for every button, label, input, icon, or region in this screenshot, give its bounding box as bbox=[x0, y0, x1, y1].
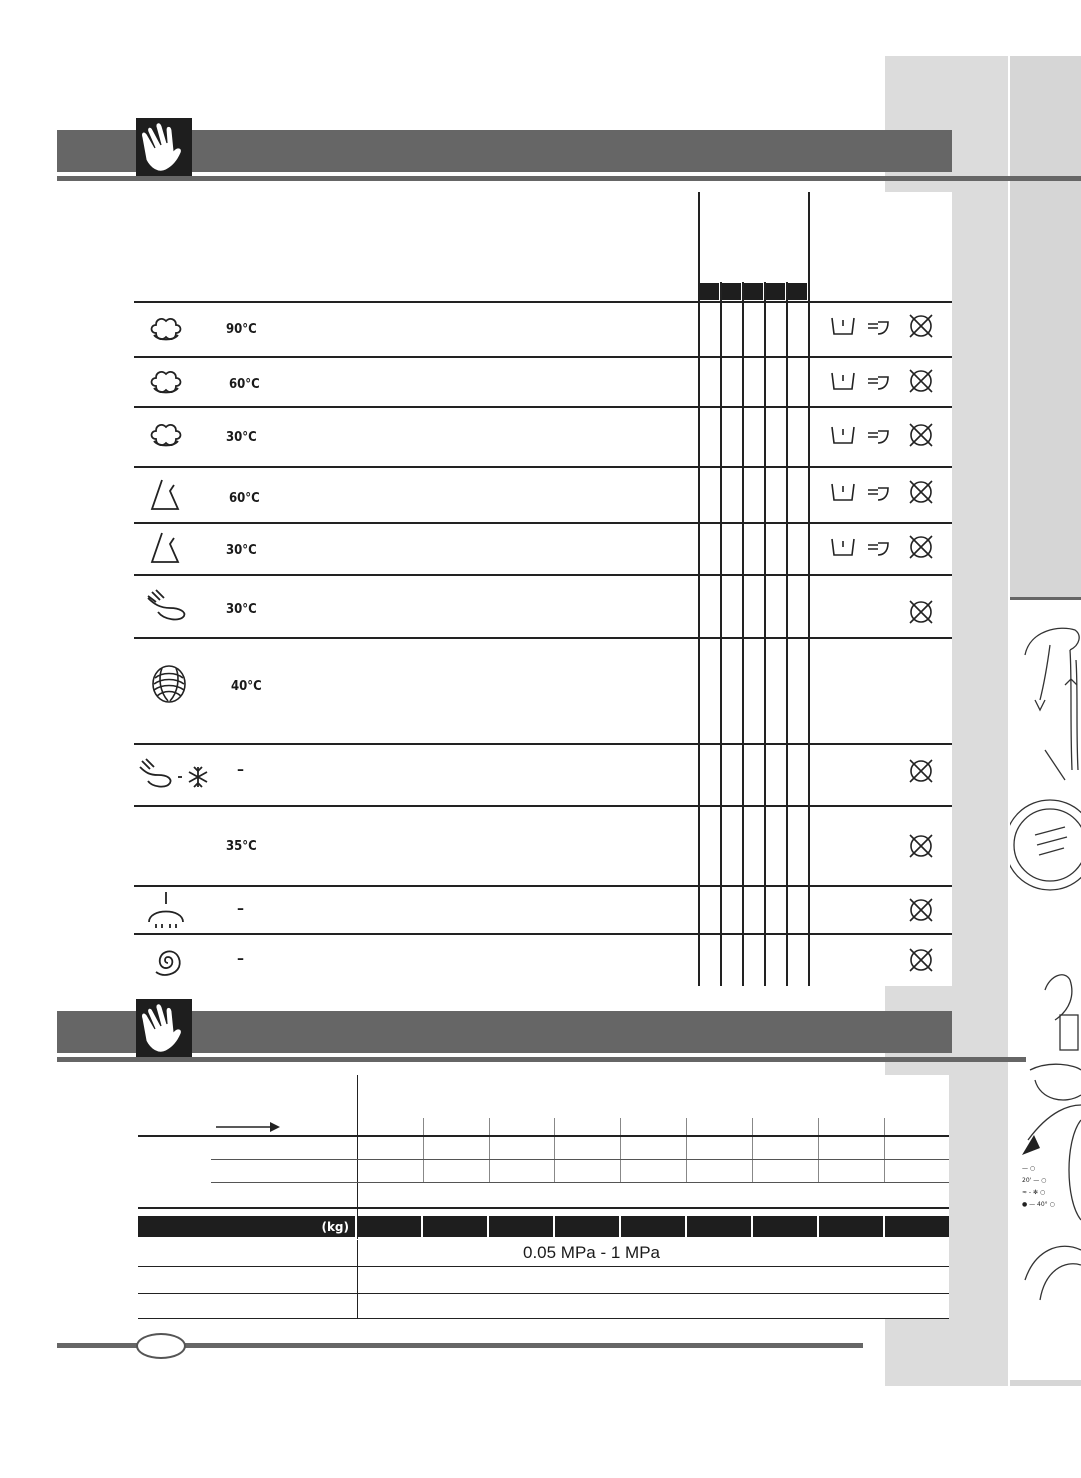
spin-icon bbox=[146, 941, 188, 981]
grid-col-5 bbox=[786, 282, 788, 986]
spec-row-line bbox=[138, 1293, 949, 1294]
spec-col-line bbox=[884, 1118, 885, 1182]
kg-cell bbox=[357, 1216, 423, 1237]
no-prewash-icon bbox=[908, 832, 934, 860]
spec-col-line bbox=[423, 1118, 424, 1182]
synthetics-icon bbox=[148, 477, 182, 513]
kg-label: (kg) bbox=[321, 1220, 349, 1234]
svg-text:— ○: — ○ bbox=[1022, 1165, 1036, 1172]
grid-col-3 bbox=[742, 282, 744, 986]
kg-cell bbox=[555, 1216, 621, 1237]
spec-col-line bbox=[489, 1118, 490, 1182]
spec-row-line bbox=[138, 1266, 949, 1267]
cotton-icon bbox=[148, 368, 184, 398]
grid-col-4 bbox=[764, 282, 766, 986]
page-number-oval bbox=[136, 1333, 186, 1359]
header-cell-3 bbox=[744, 283, 763, 300]
spec-col-line bbox=[686, 1118, 687, 1182]
header-cell-2 bbox=[722, 283, 741, 300]
synthetics-icon bbox=[148, 530, 182, 566]
spec-row-line bbox=[138, 1318, 949, 1319]
spec-row-line bbox=[138, 1135, 949, 1137]
section-header-underline bbox=[57, 1057, 1026, 1062]
wool-icon bbox=[150, 664, 188, 704]
arrow-right-icon bbox=[216, 1120, 282, 1134]
handwash-icon bbox=[144, 588, 188, 624]
row-divider bbox=[134, 885, 952, 887]
kg-row bbox=[138, 1216, 949, 1237]
no-prewash-icon bbox=[908, 598, 934, 626]
machine-illustration bbox=[1010, 600, 1081, 1380]
no-prewash-icon bbox=[908, 946, 934, 974]
illustration-column bbox=[1010, 600, 1081, 1380]
temperature-label: 30°C bbox=[226, 543, 257, 558]
kg-cell bbox=[687, 1216, 753, 1237]
spec-row-line bbox=[138, 1239, 949, 1240]
temperature-label: 60°C bbox=[229, 377, 260, 392]
header-cell-1 bbox=[700, 283, 719, 300]
temperature-label: 35°C bbox=[226, 839, 257, 854]
temperature-label: 30°C bbox=[226, 602, 257, 617]
row-divider bbox=[134, 743, 952, 745]
no-prewash-icon bbox=[908, 896, 934, 924]
kg-cell bbox=[819, 1216, 885, 1237]
specs-right-panel bbox=[885, 1075, 949, 1319]
row-divider bbox=[134, 574, 952, 576]
grid-col-2 bbox=[720, 282, 722, 986]
section-header-underline bbox=[57, 176, 1081, 181]
temperature-label: – bbox=[237, 762, 244, 778]
kg-cell bbox=[489, 1216, 555, 1237]
spec-divider-vertical bbox=[357, 1075, 358, 1319]
temperature-label: 60°C bbox=[229, 491, 260, 506]
kg-cell bbox=[621, 1216, 687, 1237]
row-divider bbox=[134, 933, 952, 935]
no-prewash-icon bbox=[908, 757, 934, 785]
spec-col-line bbox=[620, 1118, 621, 1182]
header-cell-5 bbox=[788, 283, 807, 300]
spec-col-line bbox=[752, 1118, 753, 1182]
kg-cell bbox=[885, 1216, 949, 1237]
row-divider bbox=[134, 637, 952, 639]
cotton-icon bbox=[148, 421, 184, 451]
kg-cell bbox=[753, 1216, 819, 1237]
spec-col-line bbox=[818, 1118, 819, 1182]
temperature-label: 40°C bbox=[231, 679, 262, 694]
kg-row-label-cell bbox=[138, 1216, 357, 1237]
grid-col-1 bbox=[698, 192, 700, 986]
hand-icon bbox=[136, 118, 192, 176]
svg-text:● — 40° ○: ● — 40° ○ bbox=[1022, 1201, 1055, 1208]
rinse-icon bbox=[145, 890, 187, 930]
svg-text:20' — ○: 20' — ○ bbox=[1022, 1177, 1047, 1184]
kg-cell bbox=[423, 1216, 489, 1237]
water-pressure-value: 0.05 MPa - 1 MPa bbox=[523, 1243, 661, 1262]
hand-icon bbox=[136, 999, 192, 1057]
svg-text:≈ - ✻ ○: ≈ - ✻ ○ bbox=[1022, 1189, 1046, 1196]
temperature-label: – bbox=[237, 951, 244, 967]
detergent-symbols-column bbox=[828, 312, 940, 562]
row-divider bbox=[134, 301, 952, 303]
spec-row-line bbox=[211, 1182, 949, 1183]
grid-col-6 bbox=[808, 192, 810, 986]
cotton-icon bbox=[148, 315, 184, 345]
row-divider bbox=[134, 805, 952, 807]
temperature-label: – bbox=[237, 901, 244, 917]
spec-col-line bbox=[554, 1118, 555, 1182]
handwash-cold-icon bbox=[136, 757, 214, 791]
temperature-label: 90°C bbox=[226, 322, 257, 337]
temperature-label: 30°C bbox=[226, 430, 257, 445]
spec-row-line bbox=[138, 1207, 949, 1209]
header-cell-4 bbox=[766, 283, 785, 300]
spec-row-line bbox=[211, 1159, 949, 1160]
